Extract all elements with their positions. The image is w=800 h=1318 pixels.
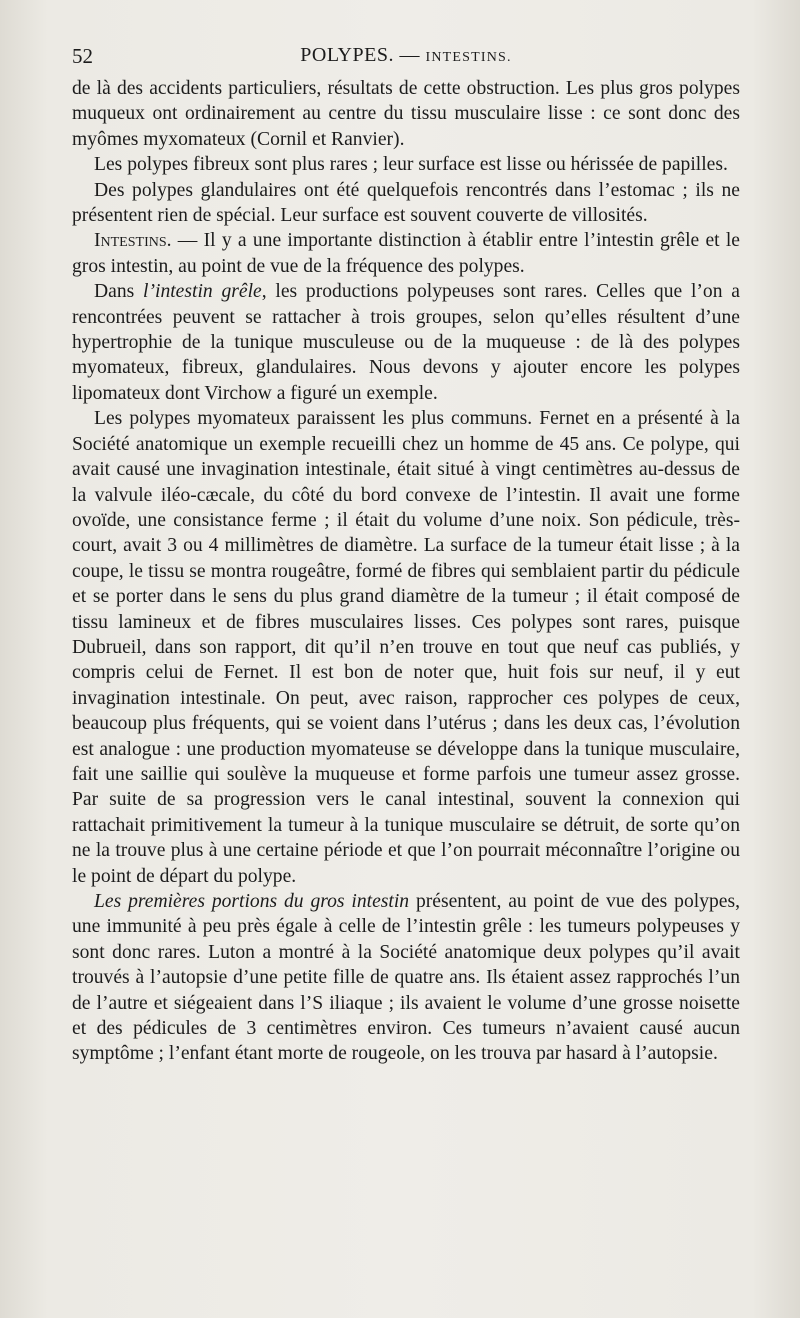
paragraph-intestins-text: — Il y a une importante distinction à établir entre l’intestin grêle et le gros intestin, au point de vue de la fréquence des polypes. xyxy=(72,230,740,277)
section-label-intestins: Intestins. xyxy=(94,230,172,252)
emphasis-intestin-grele: l’intestin grêle xyxy=(143,281,262,303)
paragraph-polypes-glandulaires: Des polypes glandulaires ont été quelquefois rencontrés dans l’estomac ; ils ne présentent rien de spécial. Leur surface est souvent couverte de villosités. xyxy=(72,179,740,227)
paragraph-intestin-grele xyxy=(72,279,740,406)
paragraph-polypes-fibreux: Les polypes fibreux sont plus rares ; leur surface est lisse ou hérissée de papilles. xyxy=(94,154,728,176)
emphasis-gros-intestin: Les premières portions du gros intestin xyxy=(94,891,410,912)
paragraph-gros-intestin-text: présentent, au point de vue des polypes, une immunité à peu près égale à celle de l’intestin grêle : les tumeurs polypeuses y sont donc rares. Luton a montré à la Société anatomique deux polypes qu’il avait trouvés à l’autopsie d’une petite fille de quatre ans. Ils étaient assez rapprochés l’un de l’autre et siégeaient dans l’S iliaque ; ils avaient le volume d’une grosse noisette et des pédicules de 3 centimètres environ. Ces tumeurs n’avaient causé aucun symptôme ; l’enfant étant morte de rougeole, on les trouva par hasard à l’autopsie. xyxy=(72,891,741,1065)
running-title xyxy=(72,44,740,67)
running-header xyxy=(72,40,740,70)
paragraph-gros-intestin xyxy=(72,889,740,1067)
paragraph-intestins xyxy=(72,228,740,279)
running-title-main: POLYPES. xyxy=(300,44,394,66)
running-title-sub: INTESTINS. xyxy=(425,50,512,65)
paragraph-intestin-grele-lead: Dans xyxy=(94,281,144,303)
body-text xyxy=(72,76,740,1067)
running-title-dash: — xyxy=(393,44,426,66)
paragraph-intestin-grele-text: , les productions polypeuses sont rares. Celles que l’on a rencontrées peuvent se rattacher à trois groupes, selon qu’elles résultent d’une hypertrophie de la tunique musculeuse ou de la muqueuse : de là des polypes myomateux, fibreux, glandulaires. Nous devons y ajouter encore les polypes lipomateux dont Virchow a figuré un exemple. xyxy=(72,281,740,404)
paragraph-polypes-myomateux: Les polypes myomateux paraissent les plus communs. Fernet en a présenté à la Société anatomique un exemple recueilli chez un homme de 45 ans. Ce polype, qui avait causé une invagination intestinale, était situé à vingt centimètres au-dessus de la valvule iléo-cæcale, du côté du bord convexe de l’intestin. Il avait une forme ovoïde, une consistance ferme ; il était du volume d’une noix. Son pédicule, très-court, avait 3 ou 4 millimètres de diamètre. La surface de la tumeur était lisse ; à la coupe, le tissu se montra rougeâtre, formé de fibres qui semblaient partir du pédicule et se porter dans le sens du plus grand diamètre de la tumeur ; il était composé de tissu lamineux et de fibres musculaires lisses. Ces polypes sont rares, puisque Dubrueil, dans son rapport, dit qu’il n’en trouve en tout que neuf cas publiés, y compris celui de Fernet. Il est bon de noter que, huit fois sur neuf, il y eut invagination intestinale. On peut, avec raison, rapprocher ces polypes de ceux, beaucoup plus fréquents, qui se voient dans l’utérus ; dans les deux cas, l’évolution est analogue : une production myomateuse se développe dans la tunique musculaire, fait une saillie qui soulève la muqueuse et forme parfois une tumeur assez grosse. Par suite de sa progression vers le canal intestinal, souvent la connexion qui rattachait primitivement la tumeur à la tunique musculaire se détruit, de sorte qu’on ne la trouve plus à une certaine période et que l’on pourrait méconnaître l’origine ou le point de départ du polype. xyxy=(72,408,740,887)
page-number: 52 xyxy=(72,44,93,68)
paragraph-continuation: de là des accidents particuliers, résultats de cette obstruction. Les plus gros polypes muqueux ont ordinairement au centre du tissu musculaire lisse : ce sont donc des myômes myxomateux (Cornil et Ranvier). xyxy=(72,78,740,150)
